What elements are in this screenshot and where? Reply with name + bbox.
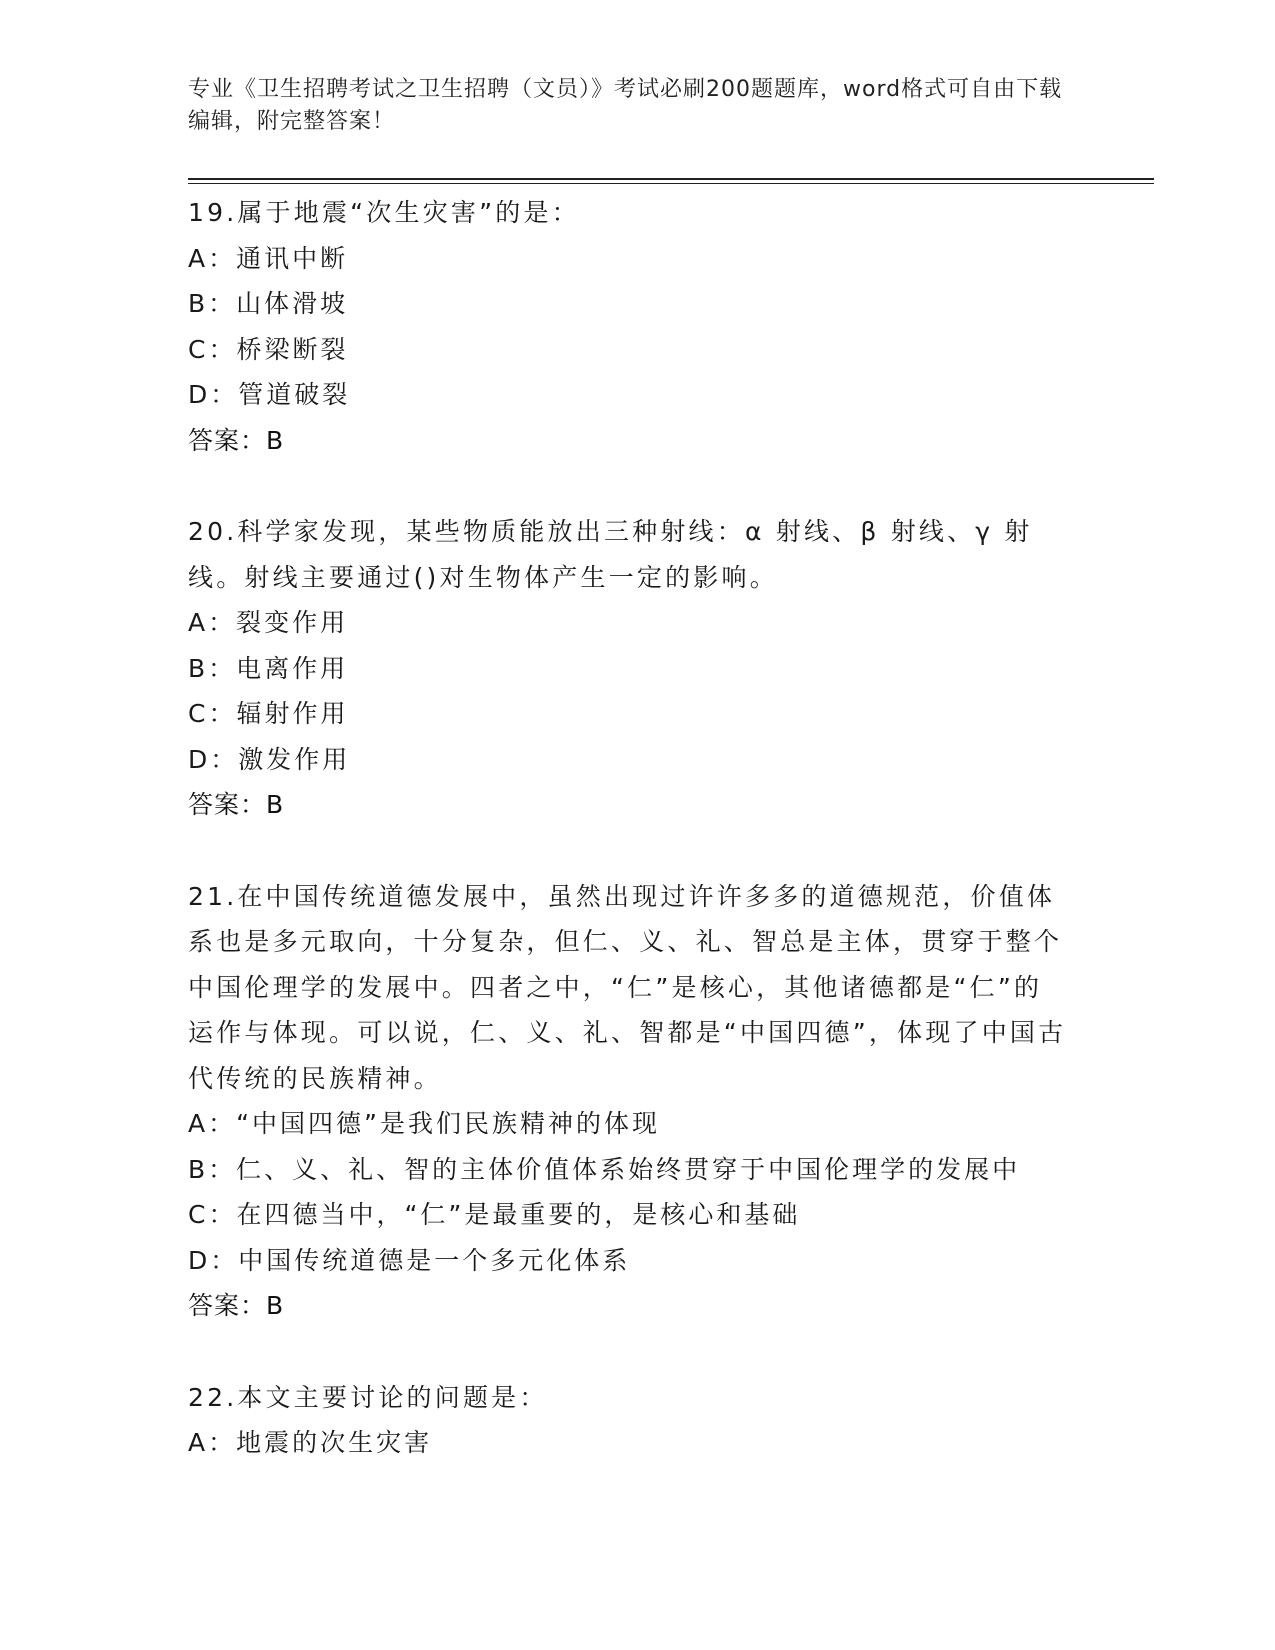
document-header: 专业《卫生招聘考试之卫生招聘（文员）》考试必刷200题题库，word格式可自由下载编辑，附完整答案！ [188,77,1063,134]
option-b: B：仁、义、礼、智的主体价值体系始终贯穿于中国伦理学的发展中 [188,1154,1021,1184]
question-19 [188,190,1068,463]
option-a: A：裂变作用 [188,608,349,637]
option-b: B：山体滑坡 [188,289,349,318]
answer-label: 答案：B [188,425,285,455]
question-stem: 21.在中国传统道德发展中，虽然出现过许许多多的道德规范，价值体系也是多元取向，十分复杂，但仁、义、礼、智总是主体，贯穿于整个中国伦理学的发展中。四者之中，“仁”是核心，其他诸德都是“仁”的运作与体现。可以说，仁、义、礼、智都是“中国四德”，体现了中国古代传统的民族精神。 [188,881,1067,1093]
question-21 [188,874,1068,1329]
answer-label: 答案：B [188,790,285,819]
option-d: D：激发作用 [188,744,351,774]
answer-label: 答案：B [188,1291,285,1320]
question-20 [188,509,1068,828]
header-divider-thin [188,183,1154,184]
question-stem: 22.本文主要讨论的问题是： [188,1382,548,1412]
option-c: C：桥梁断裂 [188,334,349,364]
option-a: A：地震的次生灾害 [188,1428,433,1457]
option-c: C：辐射作用 [188,699,349,728]
question-stem: 19.属于地震“次生灾害”的是： [188,198,580,227]
option-c: C：在四德当中，“仁”是最重要的，是核心和基础 [188,1200,801,1229]
question-stem: 20.科学家发现，某些物质能放出三种射线：α 射线、β 射线、γ 射线。射线主要通过()对生物体产生一定的影响。 [188,517,1033,592]
question-22 [188,1375,1068,1466]
question-list [188,190,1068,1512]
option-a: A：通讯中断 [188,243,349,273]
option-d: D：中国传统道德是一个多元化体系 [188,1245,631,1275]
option-b: B：电离作用 [188,653,349,683]
option-d: D：管道破裂 [188,380,351,409]
option-a: A：“中国四德”是我们民族精神的体现 [188,1109,661,1138]
header-divider-thick [188,178,1154,180]
